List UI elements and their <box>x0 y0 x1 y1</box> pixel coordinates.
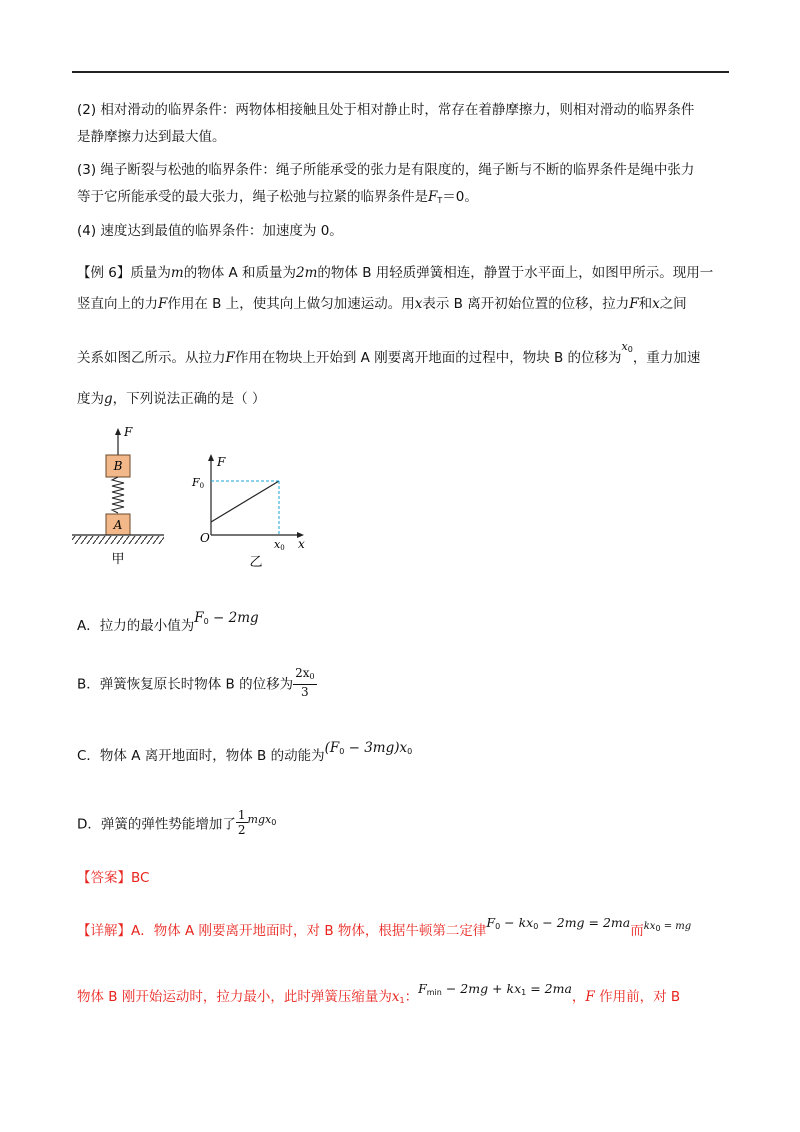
text-span: 作用在 B 上，使其向上做匀加速运动。用 <box>167 296 415 312</box>
text-span: 作用在物块上开始到 A 刚要离开地面的过程中，物块 B 的位移为 <box>234 350 622 366</box>
math-sub: 0 <box>339 747 345 756</box>
option-d <box>77 810 276 839</box>
math-var: − 2mg + kx <box>441 981 522 996</box>
math-sub: 0 <box>309 672 315 681</box>
origin-label: O <box>200 531 210 545</box>
text-span: 物体 B 刚开始运动时，拉力最小，此时弹簧压缩量为 <box>77 989 392 1005</box>
text-span: 之间 <box>659 296 687 312</box>
text-span: 而 <box>630 923 644 939</box>
math-var: F <box>418 981 427 996</box>
option-b-fraction <box>293 666 317 699</box>
paragraph-2-line-2: 是静摩擦力达到最大值。 <box>77 129 226 145</box>
detail-line-1 <box>77 915 692 939</box>
text-span: ，下列说法正确的是（ ） <box>112 391 266 407</box>
graph-line <box>211 481 279 522</box>
force-label: F <box>124 425 133 439</box>
option-b <box>77 668 317 701</box>
paragraph-3-line-2 <box>77 185 478 205</box>
figure-yi <box>191 454 305 570</box>
option-a-math <box>194 610 258 626</box>
text-span: C．物体 A 离开地面时，物体 B 的动能为 <box>77 748 325 764</box>
math-var: x <box>652 296 660 312</box>
option-a <box>77 610 259 634</box>
math-var: − 3mg)x <box>344 740 408 756</box>
math-sub: min <box>426 988 442 997</box>
arrow-head-icon <box>115 428 121 435</box>
math-var: F <box>585 989 595 1005</box>
text-span: 作用前，对 B <box>594 989 681 1005</box>
text-span: 关系如图乙所示。从拉力 <box>77 350 226 366</box>
example-line-4 <box>77 387 265 407</box>
example-line-2 <box>77 292 687 312</box>
paragraph-3-line-1: (3) 绳子断裂与松弛的临界条件：绳子所能承受的张力是有限度的，绳子断与不断的临界条件是绳中张力 <box>77 162 695 178</box>
math-sub: 0 <box>627 345 633 354</box>
paragraph-2-line-1: (2) 相对滑动的临界条件：两物体相接触且处于相对静止时，常存在着静摩擦力，则相对滑动的临界条件 <box>77 102 695 118</box>
f0-label: F0 <box>192 476 205 490</box>
option-c <box>77 740 413 764</box>
block-b-label: B <box>113 459 123 473</box>
text-span: ， <box>571 989 586 1005</box>
text-span: 和 <box>638 296 653 312</box>
text-span: ： <box>404 989 419 1005</box>
text-span: 度为 <box>77 391 104 407</box>
math-sub: 0 <box>533 922 539 931</box>
jia-label: 甲 <box>111 552 125 567</box>
detail-eq-3 <box>418 981 572 996</box>
spring <box>112 477 124 513</box>
header-rule <box>72 71 729 73</box>
text-span: A．拉力的最小值为 <box>77 618 195 634</box>
math-sub: 0 <box>655 924 661 933</box>
y-axis-label: F <box>217 455 226 469</box>
detail-tag: 【详解】 <box>77 923 131 939</box>
math-sub: 0 <box>203 617 209 626</box>
detail-eq-2 <box>644 921 691 932</box>
option-d-fraction <box>236 808 248 837</box>
math-var: F <box>486 915 496 930</box>
math-sub: 1 <box>521 988 527 997</box>
frac-num: 1 <box>237 808 246 822</box>
math-var: F <box>629 296 639 312</box>
frac-den: 3 <box>301 685 309 699</box>
y-arrow-icon <box>208 454 214 461</box>
figure-jia <box>72 425 164 567</box>
text-span: 的物体 A 和质量为 <box>183 265 297 281</box>
math-var: g <box>104 391 113 407</box>
ground-hatch <box>72 536 164 544</box>
block-a-label: A <box>113 518 123 532</box>
example-line-1 <box>77 261 713 281</box>
detail-eq-1 <box>486 915 630 930</box>
math-var: − 2mg = 2ma <box>538 915 631 930</box>
text-span: A．物体 A 刚要离开地面时，对 B 物体，根据牛顿第二定律 <box>131 923 487 939</box>
example-tag: 【例 6】 <box>77 265 131 281</box>
math-var: F <box>158 296 168 312</box>
math-var: F <box>428 189 438 205</box>
detail-line-2 <box>77 981 681 1005</box>
math-var: − 2mg <box>208 610 259 626</box>
math-sub: 0 <box>407 747 413 756</box>
option-c-math <box>325 740 413 756</box>
math-var: (F <box>324 740 340 756</box>
figure-diagram <box>60 420 320 570</box>
math-sub: 1 <box>399 996 405 1005</box>
math-sub: T <box>437 196 443 205</box>
math-var: = 2ma <box>526 981 572 996</box>
text-span: 质量为 <box>130 265 171 281</box>
x-axis-label: x <box>298 537 305 551</box>
x0-label: x0 <box>274 538 285 552</box>
math-var: mgx <box>247 812 272 826</box>
math-var: kx <box>643 921 656 932</box>
answer-label: 【答案】BC <box>77 870 150 886</box>
text-span: D．弹簧的弹性势能增加了 <box>77 816 236 833</box>
math-var: x <box>414 296 423 312</box>
math-var: 2m <box>296 265 318 281</box>
math-var: F <box>225 350 235 366</box>
math-var: F <box>194 610 204 626</box>
math-var: x <box>391 989 400 1005</box>
text-span: 等于它所能承受的最大张力，绳子松弛与拉紧的临界条件是 <box>77 189 428 205</box>
text-span: 的物体 B 用轻质弹簧相连，静置于水平面上，如图甲所示。现用一 <box>317 265 714 281</box>
frac-den: 2 <box>237 823 246 837</box>
math-var: = mg <box>660 921 692 932</box>
math-var: m <box>170 265 184 281</box>
yi-label: 乙 <box>249 555 263 570</box>
example-line-3 <box>77 340 701 366</box>
math-sub: 0 <box>271 817 277 827</box>
paragraph-4-line-1: (4) 速度达到最值的临界条件：加速度为 0。 <box>77 223 343 239</box>
math-sub: 0 <box>495 922 501 931</box>
text-span: ＝0。 <box>442 189 478 205</box>
text-span: 竖直向上的力 <box>77 296 158 312</box>
text-span: 表示 B 离开初始位置的位移，拉力 <box>422 296 630 312</box>
text-span: B．弹簧恢复原长时物体 B 的位移为 <box>77 676 294 693</box>
frac-num: 2x <box>295 666 310 680</box>
text-span: ，重力加速 <box>632 350 701 366</box>
math-var: x <box>621 340 628 353</box>
math-var: − kx <box>500 915 534 930</box>
